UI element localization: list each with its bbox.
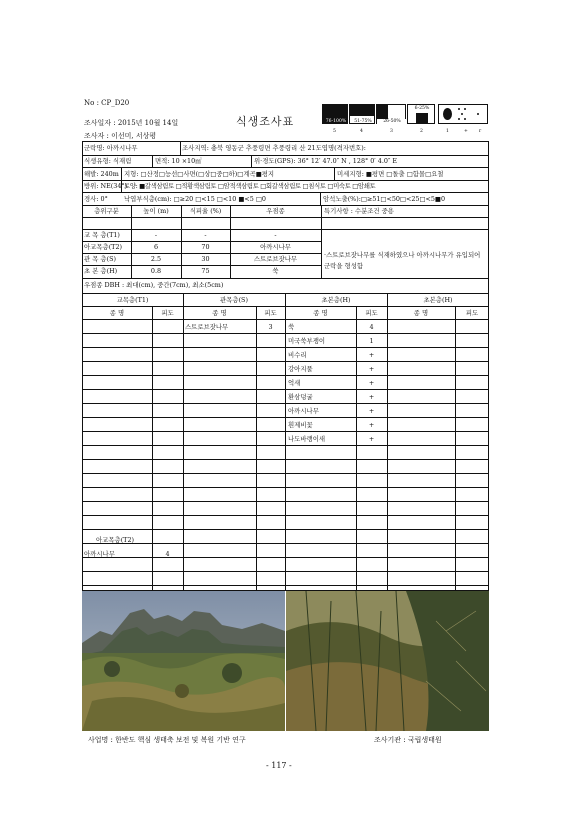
col-species-name: 종 명	[413, 309, 429, 317]
strata-row-layer: 초 본 층(H)	[84, 267, 118, 275]
herb-species-name: 비수리	[288, 351, 307, 359]
site-photo-landscape	[82, 591, 285, 731]
strata-row-dominant: 아까시나무	[260, 243, 291, 251]
shrub-species-cover: 3	[268, 323, 273, 331]
strata-row-height: -	[154, 231, 158, 239]
col-cover: 피도	[264, 309, 277, 317]
strata-row-cover: 70	[201, 243, 210, 251]
cover-class-3: 26-50%	[376, 104, 406, 124]
strata-row-dominant: 쑥	[272, 267, 279, 275]
survey-number: No : CP_D20	[84, 99, 130, 107]
cover-class-low	[438, 104, 488, 124]
cover-class-5: 76-100%	[322, 104, 348, 124]
strata-remarks: 특기사항 : 수분조건 중용	[324, 207, 394, 215]
aspect: 방위: NE(34°)	[84, 182, 128, 190]
site-photo-forest	[286, 591, 489, 731]
survey-date: 조사일자 : 2015년 10월 14일	[84, 119, 179, 127]
subtree-species-cover: 4	[165, 550, 170, 558]
strata-row-height: 6	[153, 243, 159, 251]
herb-species-name: 억새	[288, 379, 301, 387]
project-name: 사업명 : 한반도 핵심 생태축 보전 및 복원 기반 연구	[88, 736, 246, 744]
rock-exposure: 암석노출(%):□≥51□<50□<25□<5■0	[323, 195, 446, 203]
survey-location: 조사지역: 충북 영동군 추풍령면 추풍령리 산 21도엽명(격자번호):	[182, 144, 366, 152]
col-species-name: 종 명	[313, 309, 328, 317]
herb-species-cover: +	[368, 365, 375, 373]
herb-species-name: 나도바랭이새	[288, 435, 326, 443]
strata-col-layer: 층위구분	[94, 207, 119, 215]
page-title: 식생조사표	[236, 115, 295, 128]
strata-col-dominant: 우점종	[266, 207, 285, 215]
altitude: 해발: 240m	[84, 170, 119, 178]
soil-type: 토양: ■갈색삼림토 □적황색삼림토 □암적색삼림토 □회갈색삼림토 □침식토 □미숙토 □암쇄토	[124, 182, 376, 190]
strata-row-cover: -	[204, 231, 207, 239]
gps-coordinates: 위·경도(GPS): 36° 12′ 47.0″ N , 128° 0′ 4.0″ E	[254, 157, 398, 165]
survey-agency: 조사기관 : 국립생태원	[374, 736, 442, 744]
cover-class-2: 6-25%	[407, 104, 435, 124]
litter-layer: 낙엽부식층(cm): □≥20 □<15 □<10 ■<5 □0	[124, 195, 266, 203]
layer-header-tree: 교목층(T1)	[116, 296, 149, 304]
slope: 경사: 0°	[84, 195, 108, 203]
herb-species-cover: +	[368, 379, 375, 387]
community-name: 군락명: 아까시나무	[84, 144, 138, 152]
col-cover: 피도	[365, 309, 378, 317]
herb-species-cover: 1	[369, 337, 374, 345]
col-species-name: 종 명	[109, 309, 125, 317]
herb-species-cover: +	[368, 435, 375, 443]
page-number: - 117 -	[266, 761, 292, 770]
col-cover: 피도	[161, 309, 174, 317]
strata-row-layer: 교 목 층(T1)	[84, 231, 120, 239]
layer-header-herb: 초본층(H)	[321, 296, 351, 304]
topography: 지형: □산정□능선□사면(□상□중□하)□계곡■평지	[124, 170, 275, 178]
strata-row-dominant: 스트로브잣나무	[253, 255, 298, 263]
strata-note: ·스트로브잣나무를 식재하였으나 아까시나무가 유입되어 군락을 형성함	[324, 251, 481, 270]
herb-species-name: 쑥	[288, 323, 295, 331]
subtree-layer-label: 아교목층(T2)	[96, 536, 135, 544]
herb-species-name: 환삼덩굴	[288, 393, 313, 401]
plot-area: 면적: 10 ×10㎡	[155, 157, 202, 165]
surveyors: 조사자 : 이선미, 서상평	[84, 132, 157, 140]
herb-species-name: 흰제비꽃	[288, 421, 313, 429]
subtree-species-name: 아까시나무	[84, 550, 115, 558]
strata-col-height: 높이 (m)	[143, 207, 169, 215]
vegetation-type: 식생유형: 식재림	[84, 157, 132, 165]
herb-species-name: 아까시나무	[288, 407, 319, 415]
strata-row-layer: 관 목 층(S)	[84, 255, 116, 263]
strata-row-height: 0.8	[150, 267, 162, 275]
strata-row-layer: 아교목층(T2)	[84, 243, 123, 251]
herb-species-name: 미국쑥부쟁이	[288, 337, 326, 345]
herb-species-cover: +	[368, 407, 375, 415]
herb-species-cover: +	[368, 421, 375, 429]
herb-species-name: 강아지풀	[288, 365, 313, 373]
col-species-name: 종 명	[212, 309, 227, 317]
micro-topography: 미세지형: ■평면 □돌출 □함몰□요철	[337, 170, 444, 178]
dominant-dbh: 우점종 DBH : 최대(cm), 중간(7cm), 최소(5cm)	[84, 281, 224, 289]
cover-class-4: 51-75%	[349, 104, 375, 124]
layer-header-herb-2: 초본층(H)	[423, 296, 453, 304]
strata-row-height: 2.5	[150, 255, 162, 263]
shrub-species-name: 스트로브잣나무	[185, 323, 229, 331]
strata-row-cover: 75	[201, 267, 210, 275]
col-cover: 피도	[465, 309, 479, 317]
herb-species-cover: +	[368, 351, 375, 359]
herb-species-cover: 4	[369, 323, 374, 331]
herb-species-cover: +	[368, 393, 375, 401]
strata-row-cover: 30	[201, 255, 210, 263]
strata-row-dominant: -	[274, 231, 277, 239]
layer-header-shrub: 관목층(S)	[220, 296, 248, 304]
strata-col-cover: 식피율 (%)	[189, 207, 222, 215]
